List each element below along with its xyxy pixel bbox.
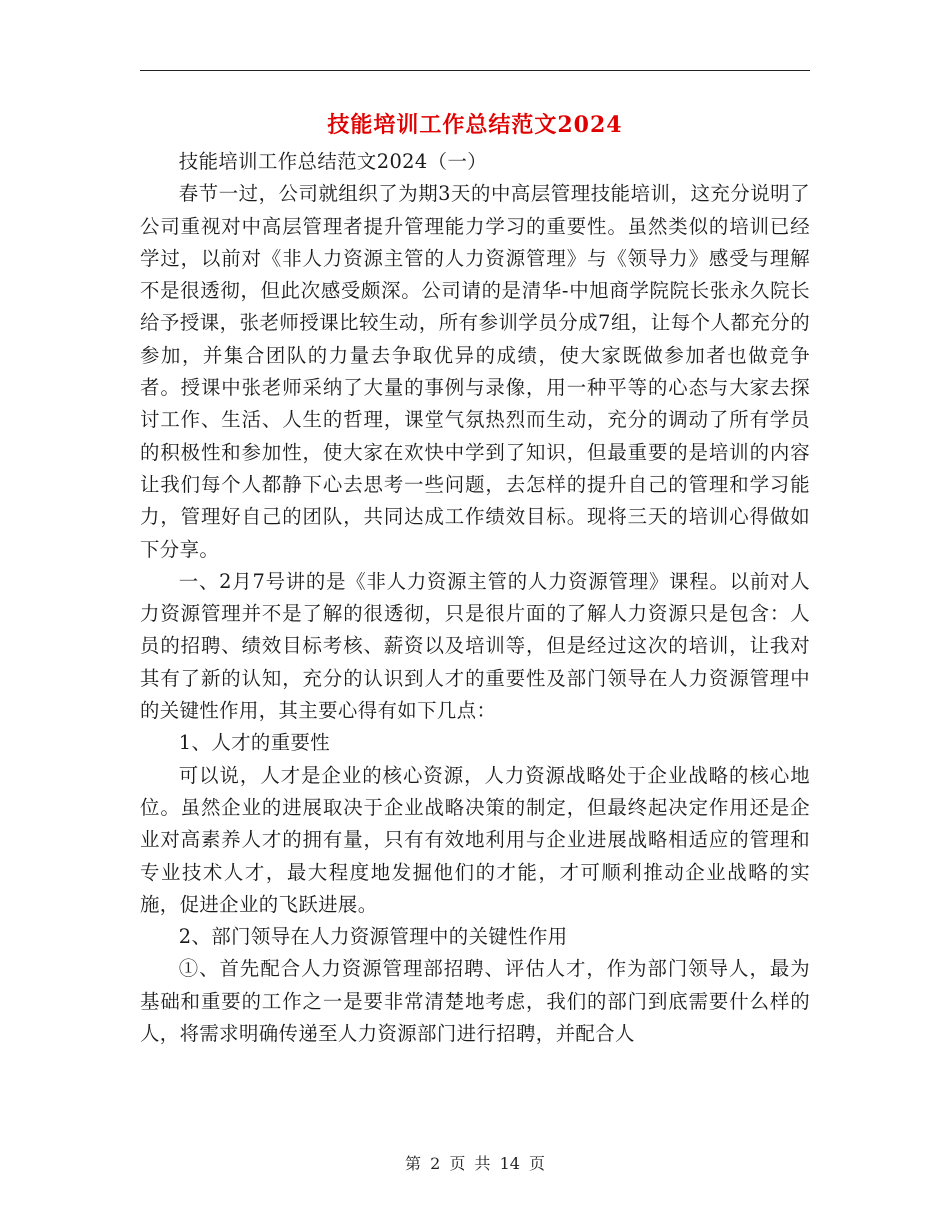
footer-total-unit: 页 (529, 1154, 546, 1173)
document-title: 技能培训工作总结范文2024 (327, 112, 623, 138)
footer-total-label: 共 (474, 1154, 491, 1173)
subsection-heading: 2、部门领导在人力资源管理中的关键性作用 (178, 925, 568, 949)
body-paragraph: 春节一过，公司就组织了为期3天的中高层管理技能培训，这充分说明了公司重视对中高层管理者提升管理能力学习的重要性。虽然类似的培训已经学过，以前对《非人力资源主管的人力资源管理》与《领导力》感受与理解不是很透彻，但此次感受颇深。公司请的是清华-中旭商学院院长张永久院长给予授课，张老师授课比较生动，所有参训学员分成7组，让每个人都充分的参加，并集合团队的力量去争取优异的成绩，使大家既做参加者也做竞争者。授课中张老师采纳了大量的事例与录像，用一种平等的心态与大家去探讨工作、生活、人生的哲理，课堂气氛热烈而生动，充分的调动了所有学员的积极性和参加性，使大家在欢快中学到了知识，但最重要的是培训的内容让我们每个人都静下心去思考一些问题，去怎样的提升自己的管理和学习能力，管理好自己的团队，共同达成工作绩效目标。现将三天的培训心得做如下分享。 (140, 182, 810, 561)
footer-page-unit: 页 (449, 1154, 466, 1173)
section-heading: 技能培训工作总结范文2024（一） (178, 150, 488, 173)
footer-page-number: 2 (430, 1154, 441, 1173)
body-paragraph: 可以说，人才是企业的核心资源，人力资源战略处于企业战略的核心地位。虽然企业的进展取决于企业战略决策的制定，但最终起决定作用还是企业对高素养人才的拥有量，只有有效地利用与企业进展战略相适应的管理和专业技术人才，最大程度地发掘他们的才能，才可顺利推动企业战略的实施，促进企业的飞跃进展。 (140, 763, 810, 916)
body-paragraph: ①、首先配合人力资源管理部招聘、评估人才，作为部门领导人，最为基础和重要的工作之一是要非常清楚地考虑，我们的部门到底需要什么样的人，将需求明确传递至人力资源部门进行招聘，并配合人 (140, 957, 810, 1046)
header-rule (140, 70, 810, 71)
subsection-heading: 1、人才的重要性 (178, 731, 331, 755)
page-footer (140, 1152, 810, 1176)
footer-total-pages: 14 (499, 1154, 520, 1173)
footer-page-label: 第 (404, 1154, 421, 1173)
body-paragraph: 一、2月7号讲的是《非人力资源主管的人力资源管理》课程。以前对人力资源管理并不是了解的很透彻，只是很片面的了解人力资源只是包含：人员的招聘、绩效目标考核、薪资以及培训等，但是经过这次的培训，让我对其有了新的认知，充分的认识到人才的重要性及部门领导在人力资源管理中的关键性作用，其主要心得有如下几点： (140, 569, 810, 723)
document-body (140, 146, 810, 1050)
